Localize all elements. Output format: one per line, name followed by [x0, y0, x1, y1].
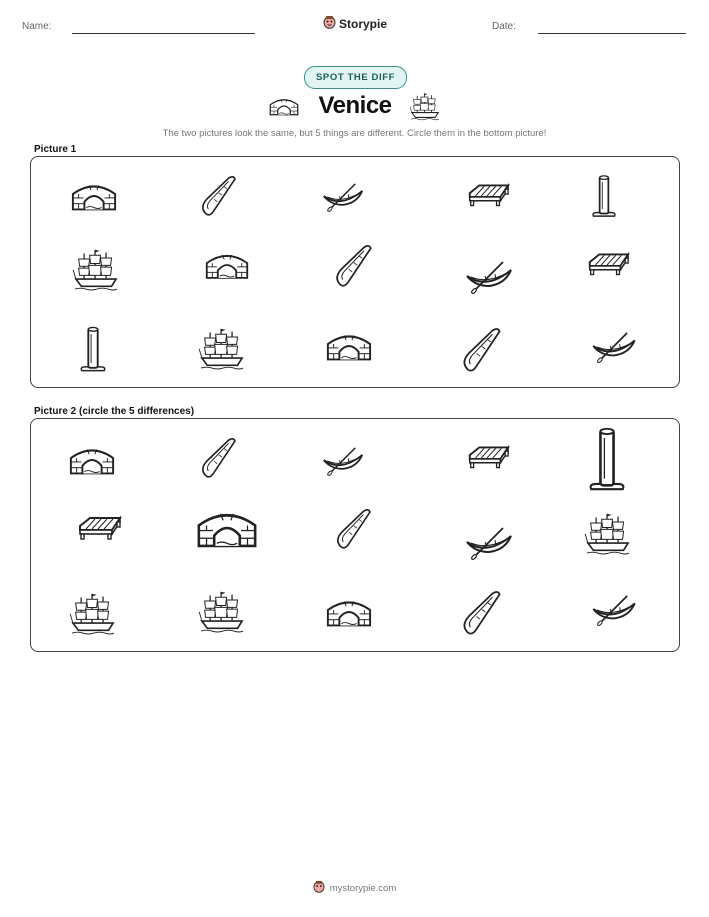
- spot-the-diff-badge: SPOT THE DIFF: [304, 66, 407, 89]
- page-title: Venice: [318, 92, 392, 119]
- rowboat-icon: [590, 331, 638, 363]
- gondola-icon: [333, 244, 373, 288]
- rowboat-icon: [322, 182, 364, 212]
- bridge-icon[interactable]: [195, 506, 259, 550]
- bridge-icon[interactable]: [68, 444, 116, 476]
- gondola-icon: [460, 327, 502, 373]
- picture-2-label: Picture 2 (circle the 5 differences): [34, 406, 195, 417]
- ship-icon[interactable]: [199, 590, 245, 632]
- rowboat-icon[interactable]: [590, 594, 638, 626]
- pole-icon: [590, 173, 618, 219]
- brand-logo: [323, 15, 387, 32]
- pole-icon: [78, 325, 108, 373]
- bridge-icon: [325, 330, 373, 362]
- footer-site[interactable]: mystorypie.com: [329, 882, 397, 894]
- dock-icon: [584, 252, 630, 276]
- bridge-icon: [268, 96, 300, 116]
- footer: [0, 880, 709, 896]
- instructions: The two pictures look the same, but 5 things are different. Circle them in the bottom picture!: [162, 128, 547, 139]
- storypie-mascot-icon: [313, 880, 325, 896]
- picture-1-label: Picture 1: [34, 144, 77, 155]
- dock-icon[interactable]: [74, 516, 122, 540]
- rowboat-icon[interactable]: [322, 446, 364, 476]
- name-label: Name:: [22, 21, 52, 32]
- bridge-icon: [70, 180, 118, 212]
- ship-icon[interactable]: [70, 592, 116, 634]
- gondola-icon[interactable]: [333, 508, 373, 550]
- storypie-mascot-icon: [323, 15, 336, 32]
- bridge-icon[interactable]: [325, 596, 373, 628]
- rowboat-icon: [465, 260, 513, 294]
- pole-icon[interactable]: [586, 425, 628, 493]
- bridge-icon: [204, 250, 250, 280]
- dock-icon[interactable]: [464, 445, 510, 469]
- date-line[interactable]: [538, 33, 686, 34]
- ship-icon: [410, 92, 440, 120]
- ship-icon[interactable]: [585, 512, 631, 554]
- ship-icon: [199, 327, 245, 369]
- dock-icon: [464, 183, 510, 207]
- gondola-icon: [195, 175, 241, 217]
- rowboat-icon[interactable]: [465, 526, 513, 560]
- date-label: Date:: [492, 21, 516, 32]
- brand-name: Storypie: [339, 16, 388, 31]
- name-line[interactable]: [72, 33, 255, 34]
- gondola-icon[interactable]: [460, 590, 502, 636]
- gondola-icon[interactable]: [195, 437, 241, 479]
- ship-icon: [73, 248, 119, 290]
